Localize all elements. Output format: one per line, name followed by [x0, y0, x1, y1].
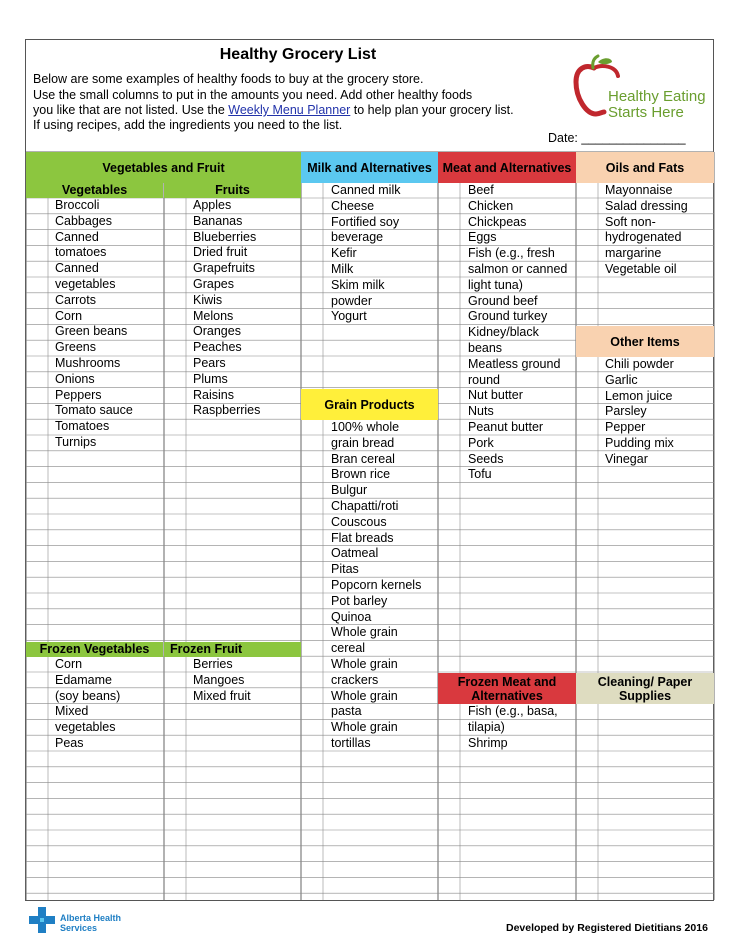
- list-item: Whole grain crackers: [331, 656, 398, 687]
- list-item: Fortified soy beverage: [331, 214, 400, 245]
- list-item: Oatmeal: [331, 546, 379, 561]
- list-item: Apples: [193, 198, 232, 212]
- header-vegetables-and-fruit: Vegetables and Fruit: [26, 152, 301, 183]
- logo-line-2: Starts Here: [608, 104, 684, 121]
- list-item: Pears: [193, 355, 226, 370]
- list-meat: [468, 183, 567, 483]
- intro-line-2: Use the small columns to put in the amounts you need. Add other healthy foods: [33, 88, 473, 102]
- list-item: Corn: [55, 308, 83, 323]
- intro-line-4: If using recipes, add the ingredients you need to the list.: [33, 118, 343, 132]
- list-item: Carrots: [55, 292, 96, 307]
- list-grain: [331, 420, 421, 752]
- intro-line-1: Below are some examples of healthy foods to buy at the grocery store.: [33, 72, 424, 86]
- header-other-items: Other Items: [576, 326, 714, 357]
- list-item: Beef: [468, 183, 494, 197]
- list-item: Pot barley: [331, 593, 388, 608]
- list-item: Kidney/black beans: [468, 325, 539, 355]
- list-item: Canned milk: [331, 183, 401, 197]
- list-item: Pudding mix: [605, 435, 674, 450]
- header-oils-and-fats: Oils and Fats: [576, 152, 714, 183]
- subheader-fruits: Fruits: [164, 183, 301, 198]
- weekly-menu-planner-link[interactable]: Weekly Menu Planner: [228, 103, 351, 117]
- list-item: Flat breads: [331, 530, 394, 545]
- list-frozen-fruit: [193, 657, 251, 704]
- list-item: Brown rice: [331, 467, 391, 482]
- list-item: Corn: [55, 657, 83, 671]
- list-item: Plums: [193, 371, 228, 386]
- footer-credit: Developed by Registered Dietitians 2016: [506, 922, 708, 934]
- list-item: Cabbages: [55, 213, 112, 228]
- list-item: Garlic: [605, 372, 638, 387]
- list-item: Milk: [331, 261, 354, 276]
- list-item: Peanut butter: [468, 419, 544, 434]
- date-field[interactable]: Date: _______________: [548, 131, 686, 145]
- list-oils: [605, 183, 688, 278]
- list-item: Edamame (soy beans): [55, 672, 121, 703]
- list-item: Meatless ground round: [468, 356, 561, 387]
- list-item: Pitas: [331, 562, 359, 577]
- list-item: Chicken: [468, 198, 514, 213]
- list-item: Chickpeas: [468, 214, 527, 229]
- list-item: Eggs: [468, 230, 497, 245]
- ahs-line-1: Alberta Health: [60, 913, 122, 923]
- list-item: Skim milk powder: [331, 277, 385, 308]
- logo-line-1: Healthy Eating: [608, 88, 706, 105]
- list-item: Seeds: [468, 451, 504, 466]
- list-item: Grapefruits: [193, 261, 255, 276]
- list-item: Mixed fruit: [193, 688, 251, 703]
- list-item: Nuts: [468, 404, 494, 419]
- list-item: Whole grain pasta: [331, 688, 398, 719]
- list-frozen-meat: [468, 704, 558, 751]
- list-item: Canned tomatoes: [55, 229, 107, 260]
- list-item: Kiwis: [193, 292, 223, 307]
- list-item: Broccoli: [55, 198, 100, 212]
- list-item: Onions: [55, 371, 95, 386]
- list-item: Popcorn kernels: [331, 577, 422, 592]
- list-item: Parsley: [605, 404, 647, 419]
- list-item: Vinegar: [605, 451, 648, 466]
- list-item: Mayonnaise: [605, 183, 673, 197]
- list-item: Pork: [468, 435, 494, 450]
- list-item: Oranges: [193, 324, 241, 339]
- list-frozen-vegetables: [55, 657, 120, 752]
- header-meat-and-alternatives: Meat and Alternatives: [438, 152, 576, 183]
- list-item: Soft non- hydrogenated margarine: [605, 214, 682, 261]
- list-item: Chili powder: [605, 357, 674, 371]
- list-item: Dried fruit: [193, 245, 248, 260]
- list-item: Chapatti/roti: [331, 498, 399, 513]
- subheader-frozen-vegetables: Frozen Vegetables: [26, 642, 163, 657]
- list-item: Melons: [193, 308, 234, 323]
- subheader-frozen-fruit: Frozen Fruit: [164, 642, 301, 657]
- header-grain-products: Grain Products: [301, 389, 438, 420]
- ahs-logo-text: [60, 913, 121, 933]
- list-fruits: [193, 198, 260, 419]
- list-item: Vegetable oil: [605, 261, 677, 276]
- list-item: 100% whole grain bread: [331, 420, 400, 450]
- header-cleaning-paper-supplies: Cleaning/ Paper Supplies: [576, 673, 714, 704]
- list-item: Fish (e.g., basa, tilapia): [468, 704, 558, 734]
- list-item: Fish (e.g., fresh salmon or canned light tuna): [468, 246, 568, 292]
- list-item: Lemon juice: [605, 388, 673, 403]
- intro-line-3-post: to help plan your grocery list.: [350, 103, 514, 117]
- header-frozen-meat-and-alternatives: Frozen Meat and Alternatives: [438, 673, 576, 704]
- list-item: Tomatoes: [55, 419, 110, 434]
- intro-line-3-pre: you like that are not listed. Use the: [33, 103, 229, 117]
- list-item: Shrimp: [468, 735, 508, 750]
- list-item: Yogurt: [331, 309, 367, 324]
- list-item: Quinoa: [331, 609, 372, 624]
- list-item: Raisins: [193, 387, 234, 402]
- list-item: Peas: [55, 735, 84, 750]
- list-item: Greens: [55, 340, 96, 355]
- page-title: Healthy Grocery List: [219, 46, 377, 63]
- list-item: Ground turkey: [468, 309, 548, 324]
- subheader-vegetables: Vegetables: [26, 183, 163, 198]
- list-item: Whole grain cereal: [331, 625, 398, 656]
- list-vegetables: [55, 198, 155, 451]
- list-item: Bananas: [193, 213, 243, 228]
- list-item: Whole grain tortillas: [331, 720, 398, 750]
- list-item: Tofu: [468, 467, 492, 482]
- list-item: Mixed vegetables: [55, 704, 116, 735]
- list-item: Pepper: [605, 420, 646, 435]
- list-item: Turnips: [55, 434, 97, 449]
- header-milk-and-alternatives: Milk and Alternatives: [301, 152, 438, 183]
- list-item: Nut butter: [468, 388, 523, 403]
- list-item: Salad dressing: [605, 198, 688, 213]
- list-item: Tomato sauce: [55, 403, 133, 418]
- list-item: Raspberries: [193, 403, 261, 418]
- list-item: Grapes: [193, 276, 234, 291]
- list-item: Mushrooms: [55, 355, 121, 370]
- list-milk: [331, 183, 400, 325]
- list-item: Green beans: [55, 324, 128, 339]
- list-item: Ground beef: [468, 293, 538, 308]
- ahs-line-2: Services: [60, 923, 98, 933]
- list-item: Canned vegetables: [55, 261, 116, 291]
- list-item: Couscous: [331, 514, 387, 529]
- list-other: [605, 357, 674, 468]
- list-item: Peppers: [55, 387, 102, 402]
- list-item: Kefir: [331, 246, 357, 261]
- list-item: Bran cereal: [331, 451, 395, 466]
- list-item: Cheese: [331, 198, 375, 213]
- list-item: Bulgur: [331, 483, 368, 498]
- list-item: Mangoes: [193, 672, 245, 687]
- list-item: Blueberries: [193, 229, 257, 244]
- list-item: Berries: [193, 657, 233, 671]
- list-item: Peaches: [193, 340, 242, 355]
